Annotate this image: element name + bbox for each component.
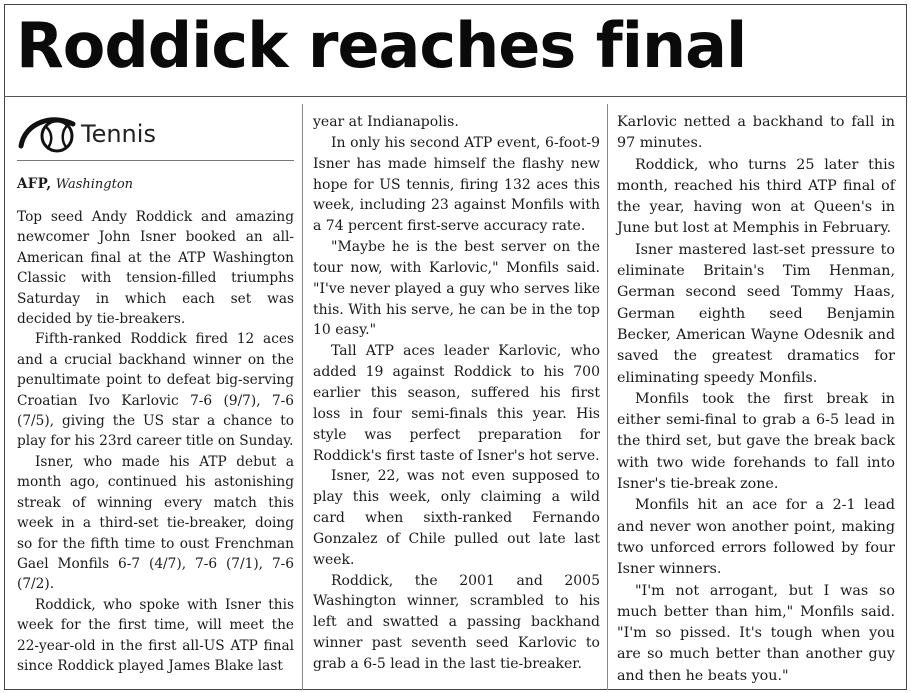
article-paragraph: Roddick, who turns 25 later this month, reached his third ATP final of the year, having won at Queen's in June but lost at Memphis in February. xyxy=(617,156,895,237)
column-text xyxy=(313,112,600,675)
article-paragraph: Karlovic netted a backhand to fall in 97 minutes. xyxy=(617,114,895,152)
article-paragraph: In only his second ATP event, 6-foot-9 Isner has made himself the flashy new hope for US tennis, firing 132 aces this week, including 23 against Monfils with a 74 percent first-serve accuracy rate. xyxy=(313,134,600,235)
article-paragraph: Isner, 22, was not even supposed to play this week, only claiming a wild card when sixth-ranked Fernando Gonzalez of Chile pulled out late last week. xyxy=(313,468,600,568)
byline xyxy=(17,173,294,195)
byline-place: Washington xyxy=(55,177,134,192)
section-label: Tennis xyxy=(81,120,156,148)
article-paragraph: Fifth-ranked Roddick fired 12 aces and a crucial backhand winner on the penultimate point to defeat big-serving Croatian Ivo Karlovic 7-6 (9/7), 7-6 (7/5), giving the US star a chance to play for his 23rd career title on Sunday. xyxy=(17,331,294,450)
article-column-3 xyxy=(617,112,895,687)
article-paragraph: "I'm not arrogant, but I was so much better than him," Monfils said. "I'm so pissed. It's tough when you are so much better than another guy and then he beats you." xyxy=(617,582,895,684)
article-paragraph: Monfils hit an ace for a 2-1 lead and never won another point, making two unforced errors followed by four Isner winners. xyxy=(617,497,895,578)
headline: Roddick reaches final xyxy=(16,9,747,82)
column-divider xyxy=(607,104,608,690)
column-text xyxy=(617,112,895,687)
headline-rule xyxy=(4,96,907,97)
tennis-ball-icon xyxy=(17,114,79,154)
article-paragraph: Monfils took the first break in either semi-final to grab a 6-5 lead in the third set, but gave the break back with two wide forehands to fall into Isner's tie-break zone. xyxy=(617,390,895,493)
section-rule xyxy=(17,160,294,161)
article-paragraph: Tall ATP aces leader Karlovic, who added 19 against Roddick to his 700 earlier this season, suffered his first loss in four semi-finals this year. His style was perfect preparation for Roddick's first taste of Isner's hot serve. xyxy=(313,343,600,464)
article-paragraph: Isner mastered last-set pressure to eliminate Britain's Tim Henman, German second seed Tommy Haas, German eighth seed Benjamin Becker, American Wayne Odesnik and saved the greatest dramatics for eliminating speedy Monfils. xyxy=(617,241,895,386)
article-paragraph: Roddick, the 2001 and 2005 Washington winner, scrambled to his left and swatted a passing backhand winner past seventh seed Karlovic to grab a 6-5 lead in the last tie-breaker. xyxy=(313,572,600,672)
article-paragraph: year at Indianapolis. xyxy=(313,114,459,130)
section-kicker xyxy=(17,112,294,156)
article-column-2 xyxy=(313,112,600,675)
byline-agency: AFP, xyxy=(17,176,52,192)
article-column-1 xyxy=(17,112,294,676)
column-divider xyxy=(302,104,303,690)
column-text xyxy=(17,207,294,676)
article-paragraph: Top seed Andy Roddick and amazing newcomer John Isner booked an all-American final at the ATP Washington Classic with tension-filled triumphs Saturday in which each set was decided by tie-breakers. xyxy=(17,209,294,328)
article-paragraph: "Maybe he is the best server on the tour now, with Karlovic," Monfils said. "I've never played a guy who serves like this. With his serve, he can be in the top 10 easy." xyxy=(313,239,600,339)
article-paragraph: Isner, who made his ATP debut a month ago, continued his astonishing streak of winning every match this week in a third-set tie-breaker, doing so for the fifth time to oust Frenchman Gael Monfils 6-7 (4/7), 7-6 (7/1), 7-6 (7/2). xyxy=(17,453,294,593)
article-paragraph: Roddick, who spoke with Isner this week for the first time, will meet the 22-year-old in the first all-US ATP final since Roddick played James Blake last xyxy=(17,596,294,674)
